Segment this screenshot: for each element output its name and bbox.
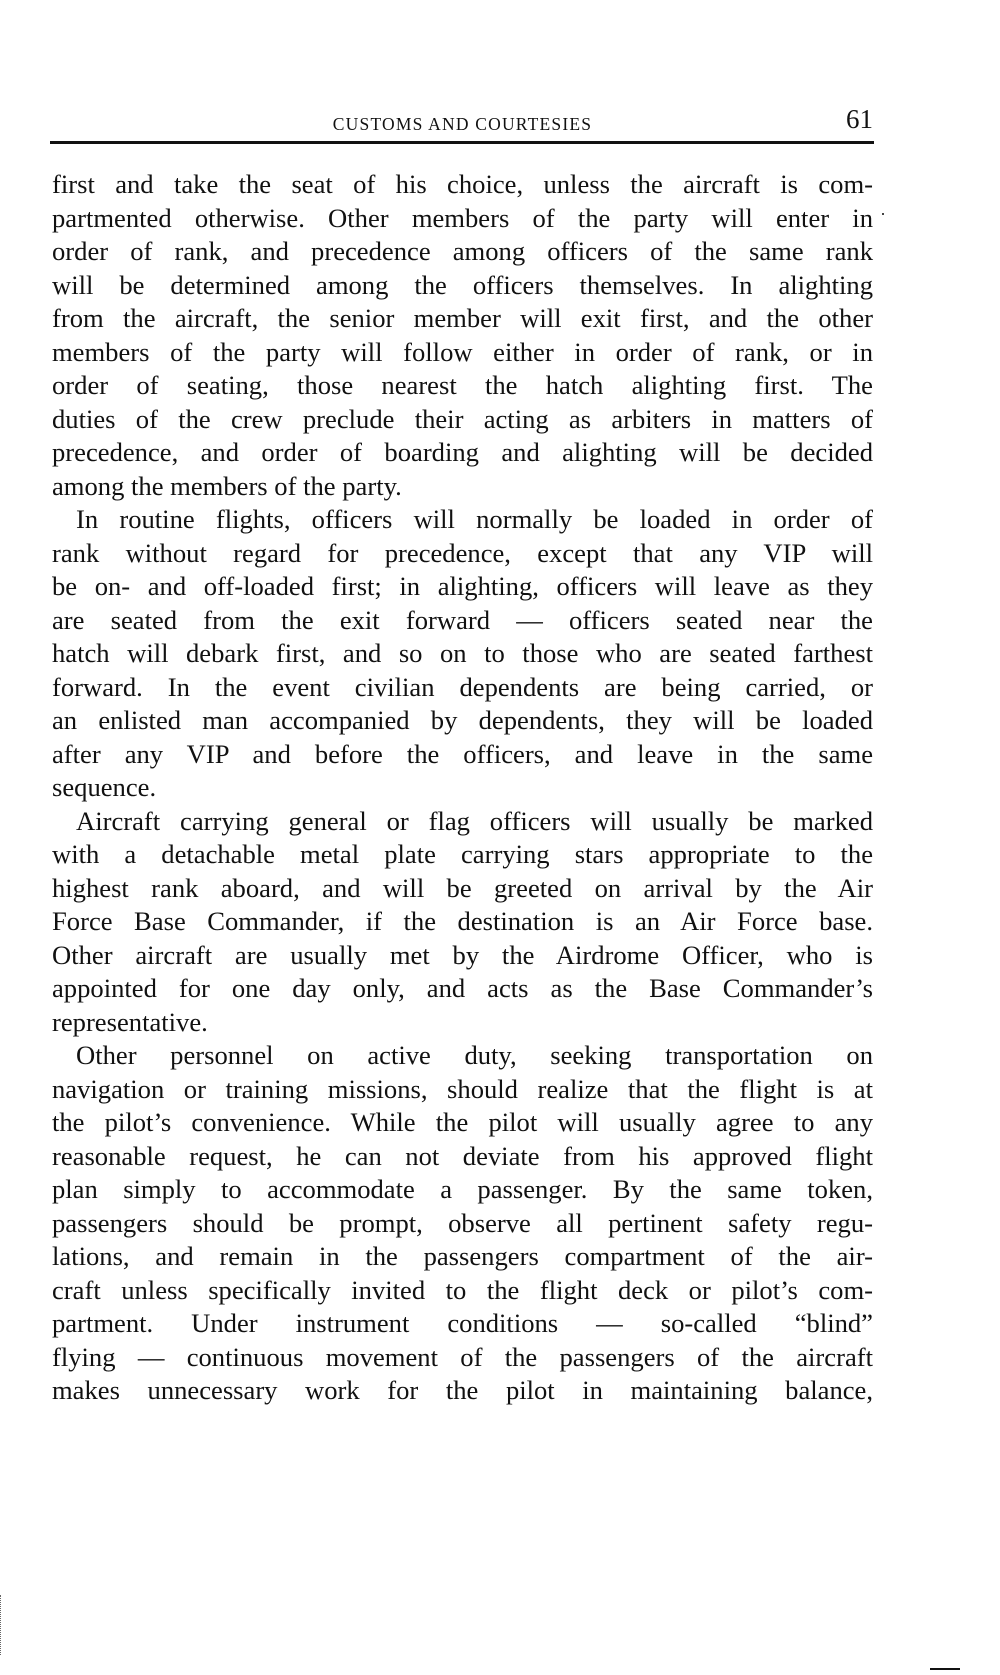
text-line: highest rank aboard, and will be greeted on arrival by the Air bbox=[52, 872, 873, 903]
paragraph-start: In routine flights, officers will normally be loaded in order of bbox=[76, 504, 873, 534]
paragraph-start: Other personnel on active duty, seeking transportation on bbox=[76, 1040, 873, 1070]
text-line: partment. Under instrument conditions — so-called “blind” bbox=[52, 1308, 873, 1338]
running-head: CUSTOMS AND COURTESIES bbox=[332, 114, 593, 134]
text-line: plan simply to accommodate a passenger. By the same token, bbox=[52, 1174, 873, 1204]
text-line: makes unnecessary work for the pilot in maintaining balance, bbox=[52, 1375, 873, 1405]
text-line: an enlisted man accompanied by dependents, they will be loaded bbox=[52, 705, 873, 735]
text-line: forward. In the event civilian dependents are being carried, or bbox=[52, 671, 873, 702]
text-line: first and take the seat of his choice, unless the aircraft is com- bbox=[52, 169, 873, 199]
text-line: rank without regard for precedence, except that any VIP will bbox=[52, 537, 873, 568]
text-line: craft unless specifically invited to the flight deck or pilot’s com- bbox=[52, 1274, 873, 1305]
text-line: members of the party will follow either in order of rank, or in bbox=[52, 336, 873, 367]
text-line: the pilot’s convenience. While the pilot will usually agree to any bbox=[52, 1107, 873, 1137]
text-line: will be determined among the officers themselves. In alighting bbox=[52, 269, 873, 300]
text-line: with a detachable metal plate carrying stars appropriate to the bbox=[52, 839, 873, 869]
text-line: order of rank, and precedence among officers of the same rank bbox=[52, 236, 873, 266]
text-line: navigation or training missions, should realize that the flight is at bbox=[52, 1073, 873, 1104]
text-line: duties of the crew preclude their acting as arbiters in matters of bbox=[52, 403, 873, 434]
text-line: Force Base Commander, if the destination is an Air Force base. bbox=[52, 906, 873, 936]
scan-artifact bbox=[0, 1595, 5, 1655]
text-line: reasonable request, he can not deviate from his approved flight bbox=[52, 1140, 873, 1171]
text-line: after any VIP and before the officers, and leave in the same bbox=[52, 738, 873, 769]
text-line: order of seating, those nearest the hatch alighting first. The bbox=[52, 370, 873, 400]
text-line: representative. bbox=[52, 1006, 208, 1037]
text-line: flying — continuous movement of the passengers of the aircraft bbox=[52, 1341, 873, 1372]
text-line: hatch will debark first, and so on to those who are seated farthest bbox=[52, 638, 873, 668]
text-line: partmented otherwise. Other members of the party will enter in bbox=[52, 202, 873, 233]
scan-speck bbox=[882, 213, 884, 215]
text-line: passengers should be prompt, observe all pertinent safety regu- bbox=[52, 1207, 873, 1238]
text-line: are seated from the exit forward — officers seated near the bbox=[52, 604, 873, 635]
text-line: among the members of the party. bbox=[52, 470, 402, 501]
paragraph-start: Aircraft carrying general or flag officers will usually be marked bbox=[76, 805, 873, 836]
text-line: be on- and off-loaded first; in alighting, officers will leave as they bbox=[52, 571, 873, 601]
page-body bbox=[52, 168, 873, 1408]
page-header bbox=[52, 106, 873, 142]
text-line: lations, and remain in the passengers compartment of the air- bbox=[52, 1241, 873, 1271]
page-number: 61 bbox=[846, 104, 873, 134]
text-line: Other aircraft are usually met by the Airdrome Officer, who is bbox=[52, 939, 873, 970]
text-line: sequence. bbox=[52, 772, 157, 802]
text-line: from the aircraft, the senior member will exit first, and the other bbox=[52, 303, 873, 333]
header-rule bbox=[50, 141, 874, 144]
text-line: appointed for one day only, and acts as the Base Commander’s bbox=[52, 973, 873, 1003]
footer-mark bbox=[930, 1668, 960, 1670]
text-line: precedence, and order of boarding and alighting will be decided bbox=[52, 437, 873, 467]
